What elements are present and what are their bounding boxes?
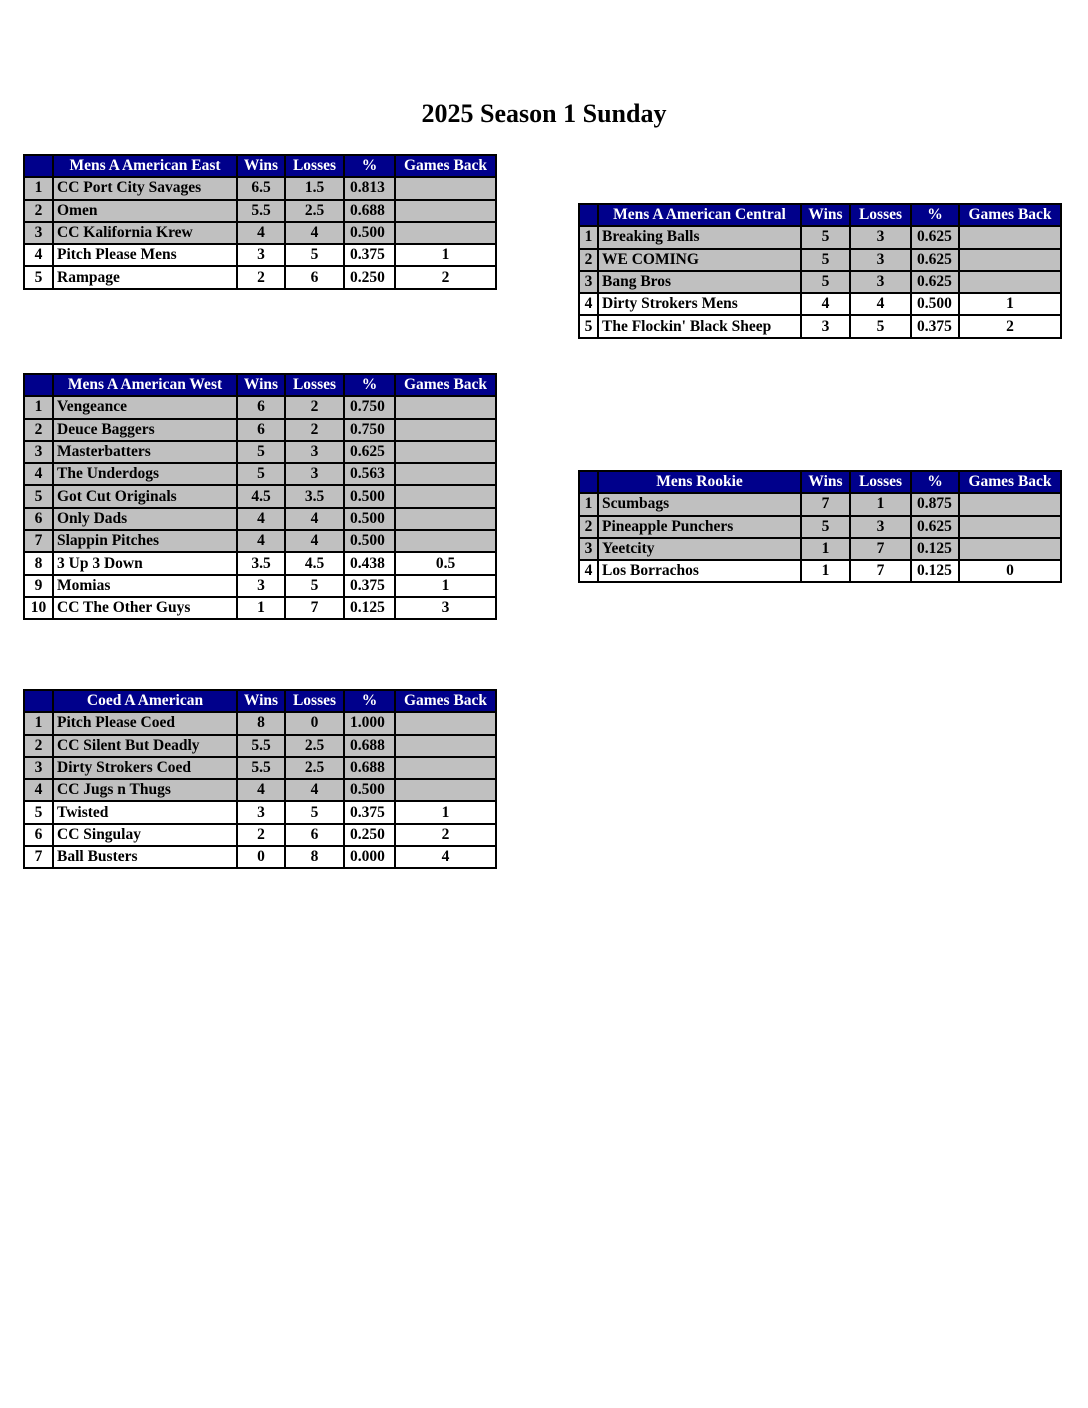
team-name: Pitch Please Coed: [53, 712, 237, 734]
wins-cell: 4: [237, 222, 285, 244]
losses-cell: 4: [850, 293, 911, 315]
division-name: Mens Rookie: [598, 471, 801, 493]
team-name: Dirty Strokers Mens: [598, 293, 801, 315]
games-back-cell: [959, 249, 1061, 271]
table-row: [24, 801, 496, 823]
games-back-cell: [959, 493, 1061, 515]
table-row: [24, 222, 496, 244]
pct-cell: 0.500: [344, 222, 395, 244]
losses-cell: 3: [850, 226, 911, 248]
pct-header: %: [344, 690, 395, 712]
team-name: Only Dads: [53, 508, 237, 530]
header-row: [24, 155, 496, 177]
pct-cell: 0.125: [911, 538, 959, 560]
table-row: [24, 597, 496, 619]
rank-header: [24, 155, 53, 177]
rank-cell: 3: [579, 271, 598, 293]
wins-cell: 4.5: [237, 485, 285, 507]
pct-cell: 0.250: [344, 266, 395, 288]
games-back-cell: [395, 530, 496, 552]
wins-cell: 3: [237, 801, 285, 823]
table-row: [24, 552, 496, 574]
header-row: [579, 471, 1061, 493]
team-name: Got Cut Originals: [53, 485, 237, 507]
losses-header: Losses: [850, 471, 911, 493]
pct-header: %: [344, 155, 395, 177]
table-row: [579, 226, 1061, 248]
pct-cell: 0.563: [344, 463, 395, 485]
rank-cell: 3: [24, 441, 53, 463]
games-back-cell: [395, 735, 496, 757]
losses-cell: 6: [285, 266, 344, 288]
games-back-cell: [395, 396, 496, 418]
table-row: [579, 493, 1061, 515]
losses-cell: 4: [285, 779, 344, 801]
division-name: Mens A American Central: [598, 204, 801, 226]
losses-header: Losses: [850, 204, 911, 226]
losses-cell: 5: [850, 315, 911, 337]
rank-cell: 1: [579, 493, 598, 515]
rank-cell: 2: [24, 735, 53, 757]
games-back-cell: 2: [959, 315, 1061, 337]
wins-cell: 5: [801, 226, 850, 248]
wins-cell: 4: [237, 530, 285, 552]
games-back-cell: [395, 463, 496, 485]
pct-cell: 0.688: [344, 735, 395, 757]
table-row: [24, 757, 496, 779]
losses-cell: 2: [285, 419, 344, 441]
table-row: [24, 463, 496, 485]
division-name: Coed A American: [53, 690, 237, 712]
rank-header: [579, 471, 598, 493]
games-back-cell: [395, 779, 496, 801]
team-name: Scumbags: [598, 493, 801, 515]
team-name: Bang Bros: [598, 271, 801, 293]
team-name: The Underdogs: [53, 463, 237, 485]
team-name: Vengeance: [53, 396, 237, 418]
pct-cell: 0.750: [344, 419, 395, 441]
pct-header: %: [911, 471, 959, 493]
team-name: CC The Other Guys: [53, 597, 237, 619]
pct-cell: 0.625: [911, 271, 959, 293]
rank-cell: 5: [24, 266, 53, 288]
pct-header: %: [911, 204, 959, 226]
table-row: [24, 508, 496, 530]
games-back-cell: 2: [395, 266, 496, 288]
games-back-cell: [959, 226, 1061, 248]
wins-cell: 4: [237, 779, 285, 801]
header-row: [24, 374, 496, 396]
pct-cell: 0.500: [344, 485, 395, 507]
games-back-cell: [395, 441, 496, 463]
losses-cell: 3: [285, 463, 344, 485]
team-name: Pitch Please Mens: [53, 244, 237, 266]
games-back-header: Games Back: [395, 374, 496, 396]
team-name: Rampage: [53, 266, 237, 288]
wins-header: Wins: [237, 155, 285, 177]
rank-header: [579, 204, 598, 226]
standings-table-coed: [23, 689, 497, 869]
table-row: [579, 271, 1061, 293]
team-name: Los Borrachos: [598, 560, 801, 582]
losses-cell: 7: [850, 538, 911, 560]
rank-cell: 2: [24, 419, 53, 441]
table-row: [24, 712, 496, 734]
losses-cell: 5: [285, 244, 344, 266]
pct-header: %: [344, 374, 395, 396]
games-back-cell: [395, 712, 496, 734]
wins-header: Wins: [801, 204, 850, 226]
rank-cell: 6: [24, 508, 53, 530]
rank-cell: 4: [579, 560, 598, 582]
team-name: WE COMING: [598, 249, 801, 271]
team-name: Yeetcity: [598, 538, 801, 560]
table-row: [24, 485, 496, 507]
wins-cell: 4: [237, 508, 285, 530]
table-row: [24, 177, 496, 199]
pct-cell: 0.375: [344, 575, 395, 597]
games-back-cell: 4: [395, 846, 496, 868]
wins-cell: 2: [237, 266, 285, 288]
team-name: Deuce Baggers: [53, 419, 237, 441]
pct-cell: 0.375: [911, 315, 959, 337]
wins-cell: 3: [237, 575, 285, 597]
table-row: [24, 735, 496, 757]
pct-cell: 0.438: [344, 552, 395, 574]
table-row: [24, 244, 496, 266]
wins-cell: 5: [237, 441, 285, 463]
table-row: [579, 249, 1061, 271]
table-row: [24, 200, 496, 222]
pct-cell: 0.813: [344, 177, 395, 199]
losses-cell: 2.5: [285, 735, 344, 757]
pct-cell: 0.625: [344, 441, 395, 463]
pct-cell: 0.375: [344, 244, 395, 266]
losses-cell: 6: [285, 824, 344, 846]
losses-cell: 1: [850, 493, 911, 515]
rank-cell: 2: [24, 200, 53, 222]
table-row: [579, 538, 1061, 560]
games-back-header: Games Back: [395, 155, 496, 177]
rank-cell: 4: [579, 293, 598, 315]
wins-cell: 5.5: [237, 200, 285, 222]
rank-cell: 6: [24, 824, 53, 846]
games-back-header: Games Back: [959, 471, 1061, 493]
pct-cell: 0.625: [911, 249, 959, 271]
games-back-cell: 0: [959, 560, 1061, 582]
rank-cell: 2: [579, 249, 598, 271]
rank-cell: 1: [579, 226, 598, 248]
pct-cell: 0.875: [911, 493, 959, 515]
team-name: Dirty Strokers Coed: [53, 757, 237, 779]
games-back-header: Games Back: [395, 690, 496, 712]
losses-cell: 8: [285, 846, 344, 868]
wins-cell: 1: [801, 538, 850, 560]
games-back-cell: [395, 508, 496, 530]
table-row: [579, 560, 1061, 582]
losses-cell: 3: [850, 516, 911, 538]
losses-cell: 3: [850, 271, 911, 293]
rank-cell: 5: [24, 801, 53, 823]
team-name: The Flockin' Black Sheep: [598, 315, 801, 337]
rank-cell: 4: [24, 244, 53, 266]
wins-cell: 0: [237, 846, 285, 868]
header-row: [579, 204, 1061, 226]
table-row: [24, 441, 496, 463]
rank-cell: 8: [24, 552, 53, 574]
pct-cell: 0.625: [911, 516, 959, 538]
pct-cell: 0.000: [344, 846, 395, 868]
rank-cell: 7: [24, 530, 53, 552]
standings-table-rookie: [578, 470, 1062, 583]
team-name: Twisted: [53, 801, 237, 823]
games-back-cell: [395, 222, 496, 244]
team-name: CC Port City Savages: [53, 177, 237, 199]
team-name: CC Silent But Deadly: [53, 735, 237, 757]
games-back-cell: 1: [395, 575, 496, 597]
wins-cell: 3.5: [237, 552, 285, 574]
rank-cell: 3: [24, 222, 53, 244]
wins-cell: 5: [237, 463, 285, 485]
losses-header: Losses: [285, 690, 344, 712]
table-row: [24, 779, 496, 801]
losses-header: Losses: [285, 155, 344, 177]
team-name: 3 Up 3 Down: [53, 552, 237, 574]
wins-cell: 5: [801, 516, 850, 538]
table-row: [24, 824, 496, 846]
losses-cell: 4: [285, 530, 344, 552]
rank-cell: 9: [24, 575, 53, 597]
losses-cell: 7: [285, 597, 344, 619]
standings-table-central: [578, 203, 1062, 339]
pct-cell: 0.500: [911, 293, 959, 315]
rank-cell: 5: [24, 485, 53, 507]
losses-cell: 2: [285, 396, 344, 418]
losses-cell: 2.5: [285, 757, 344, 779]
wins-header: Wins: [237, 690, 285, 712]
games-back-cell: 1: [395, 801, 496, 823]
rank-cell: 5: [579, 315, 598, 337]
games-back-cell: 1: [395, 244, 496, 266]
standings-table-west: [23, 373, 497, 620]
losses-cell: 1.5: [285, 177, 344, 199]
losses-cell: 5: [285, 801, 344, 823]
table-row: [24, 530, 496, 552]
table-row: [579, 293, 1061, 315]
wins-cell: 1: [237, 597, 285, 619]
division-name: Mens A American East: [53, 155, 237, 177]
team-name: Pineapple Punchers: [598, 516, 801, 538]
table-row: [24, 419, 496, 441]
pct-cell: 0.688: [344, 757, 395, 779]
rank-cell: 4: [24, 779, 53, 801]
table-row: [24, 396, 496, 418]
games-back-header: Games Back: [959, 204, 1061, 226]
losses-cell: 3.5: [285, 485, 344, 507]
games-back-cell: [395, 757, 496, 779]
wins-cell: 2: [237, 824, 285, 846]
wins-cell: 5: [801, 249, 850, 271]
wins-header: Wins: [237, 374, 285, 396]
wins-cell: 6: [237, 396, 285, 418]
wins-cell: 6.5: [237, 177, 285, 199]
losses-cell: 3: [850, 249, 911, 271]
team-name: Slappin Pitches: [53, 530, 237, 552]
pct-cell: 0.688: [344, 200, 395, 222]
rank-cell: 10: [24, 597, 53, 619]
games-back-cell: [395, 419, 496, 441]
table-row: [24, 266, 496, 288]
rank-cell: 1: [24, 712, 53, 734]
losses-cell: 5: [285, 575, 344, 597]
games-back-cell: [395, 177, 496, 199]
pct-cell: 0.500: [344, 508, 395, 530]
wins-cell: 4: [801, 293, 850, 315]
pct-cell: 0.500: [344, 530, 395, 552]
rank-cell: 4: [24, 463, 53, 485]
games-back-cell: [395, 200, 496, 222]
losses-cell: 2.5: [285, 200, 344, 222]
rank-cell: 1: [24, 396, 53, 418]
losses-cell: 4: [285, 508, 344, 530]
pct-cell: 0.375: [344, 801, 395, 823]
games-back-cell: 1: [959, 293, 1061, 315]
wins-cell: 5.5: [237, 757, 285, 779]
team-name: Omen: [53, 200, 237, 222]
team-name: Breaking Balls: [598, 226, 801, 248]
losses-cell: 4: [285, 222, 344, 244]
rank-header: [24, 690, 53, 712]
wins-cell: 6: [237, 419, 285, 441]
wins-header: Wins: [801, 471, 850, 493]
team-name: Ball Busters: [53, 846, 237, 868]
pct-cell: 0.625: [911, 226, 959, 248]
team-name: CC Kalifornia Krew: [53, 222, 237, 244]
header-row: [24, 690, 496, 712]
games-back-cell: 2: [395, 824, 496, 846]
wins-cell: 5: [801, 271, 850, 293]
table-row: [24, 575, 496, 597]
standings-table-east: [23, 154, 497, 290]
games-back-cell: [959, 516, 1061, 538]
wins-cell: 3: [237, 244, 285, 266]
team-name: CC Jugs n Thugs: [53, 779, 237, 801]
division-name: Mens A American West: [53, 374, 237, 396]
wins-cell: 8: [237, 712, 285, 734]
games-back-cell: [959, 538, 1061, 560]
table-row: [579, 516, 1061, 538]
team-name: CC Singulay: [53, 824, 237, 846]
pct-cell: 0.250: [344, 824, 395, 846]
wins-cell: 3: [801, 315, 850, 337]
losses-cell: 7: [850, 560, 911, 582]
wins-cell: 5.5: [237, 735, 285, 757]
losses-header: Losses: [285, 374, 344, 396]
rank-cell: 3: [24, 757, 53, 779]
games-back-cell: [959, 271, 1061, 293]
rank-cell: 2: [579, 516, 598, 538]
games-back-cell: 3: [395, 597, 496, 619]
pct-cell: 0.125: [911, 560, 959, 582]
page-title: 2025 Season 1 Sunday: [421, 99, 667, 128]
wins-cell: 1: [801, 560, 850, 582]
pct-cell: 0.500: [344, 779, 395, 801]
table-row: [579, 315, 1061, 337]
pct-cell: 0.750: [344, 396, 395, 418]
rank-cell: 7: [24, 846, 53, 868]
team-name: Momias: [53, 575, 237, 597]
rank-cell: 1: [24, 177, 53, 199]
games-back-cell: [395, 485, 496, 507]
table-row: [24, 846, 496, 868]
losses-cell: 3: [285, 441, 344, 463]
pct-cell: 1.000: [344, 712, 395, 734]
losses-cell: 0: [285, 712, 344, 734]
losses-cell: 4.5: [285, 552, 344, 574]
rank-cell: 3: [579, 538, 598, 560]
team-name: Masterbatters: [53, 441, 237, 463]
pct-cell: 0.125: [344, 597, 395, 619]
rank-header: [24, 374, 53, 396]
wins-cell: 7: [801, 493, 850, 515]
games-back-cell: 0.5: [395, 552, 496, 574]
